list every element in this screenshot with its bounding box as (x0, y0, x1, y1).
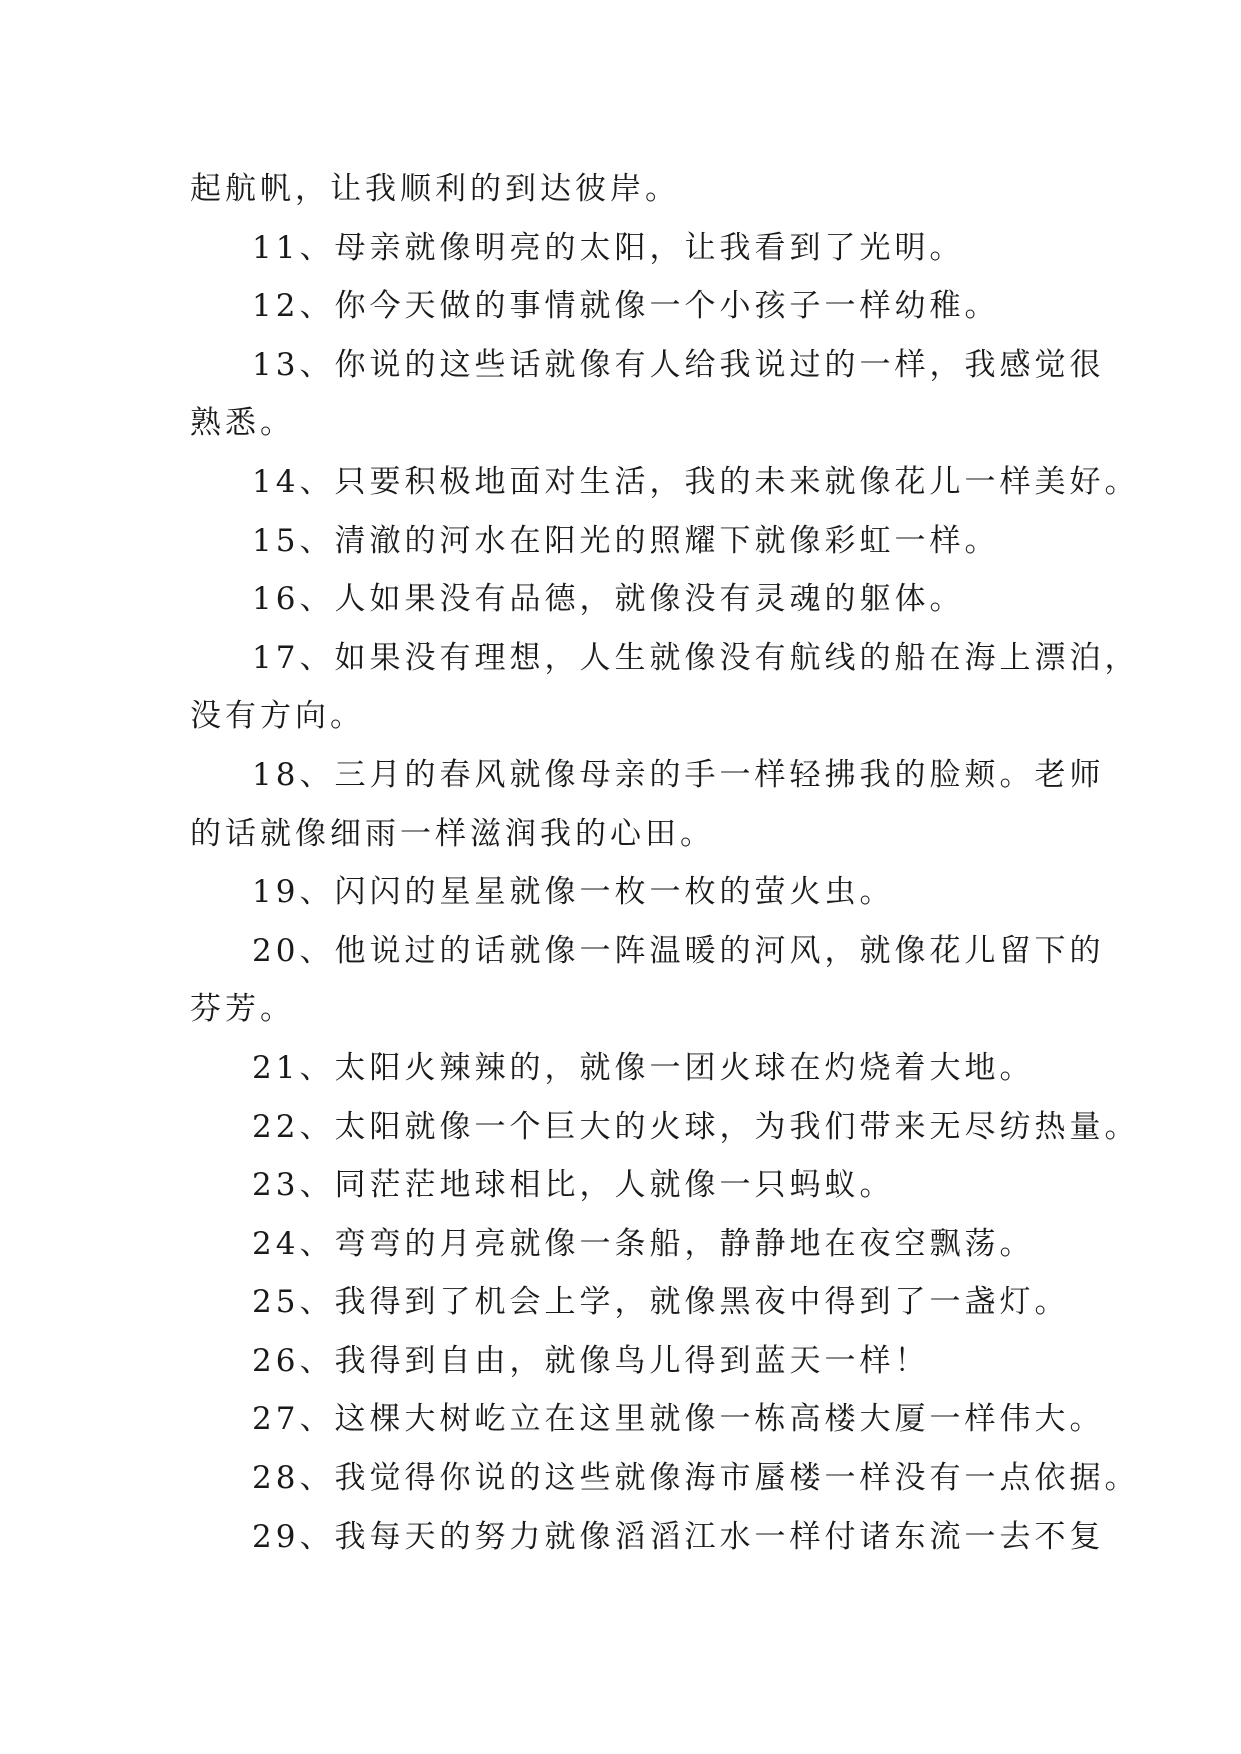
text-line: 21、太阳火辣辣的，就像一团火球在灼烧着大地。 (252, 1049, 1035, 1086)
text-line: 16、人如果没有品德，就像没有灵魂的躯体。 (252, 581, 965, 618)
text-line: 13、你说的这些话就像有人给我说过的一样，我感觉很 (252, 346, 1105, 383)
text-line: 22、太阳就像一个巨大的火球，为我们带来无尽纺热量。 (252, 1108, 1140, 1145)
text-line: 15、清澈的河水在阳光的照耀下就像彩虹一样。 (252, 522, 1000, 559)
text-line: 14、只要积极地面对生活，我的未来就像花儿一样美好。 (252, 463, 1140, 500)
text-line: 18、三月的春风就像母亲的手一样轻拂我的脸颊。老师 (252, 756, 1105, 793)
text-line: 熟悉。 (190, 405, 295, 442)
text-line: 25、我得到了机会上学，就像黑夜中得到了一盏灯。 (252, 1284, 1070, 1321)
text-line: 11、母亲就像明亮的太阳，让我看到了光明。 (252, 229, 965, 266)
text-line: 29、我每天的努力就像滔滔江水一样付诸东流一去不复 (252, 1518, 1105, 1555)
text-line: 起航帆，让我顺利的到达彼岸。 (190, 171, 680, 207)
text-line: 23、同茫茫地球相比，人就像一只蚂蚁。 (252, 1167, 895, 1204)
text-line: 27、这棵大树屹立在这里就像一栋高楼大厦一样伟大。 (252, 1401, 1105, 1438)
text-line: 24、弯弯的月亮就像一条船，静静地在夜空飘荡。 (252, 1225, 1035, 1262)
text-line: 28、我觉得你说的这些就像海市蜃楼一样没有一点依据。 (252, 1460, 1140, 1497)
document-body (190, 160, 1140, 1566)
text-line: 26、我得到自由，就像鸟儿得到蓝天一样！ (252, 1342, 930, 1379)
text-line: 芬芳。 (190, 991, 295, 1028)
text-line: 19、闪闪的星星就像一枚一枚的萤火虫。 (252, 874, 895, 911)
text-line: 的话就像细雨一样滋润我的心田。 (190, 815, 715, 852)
text-line: 没有方向。 (190, 698, 365, 735)
text-line: 12、你今天做的事情就像一个小孩子一样幼稚。 (252, 288, 1000, 325)
text-line: 20、他说过的话就像一阵温暖的河风，就像花儿留下的 (252, 932, 1105, 969)
text-line: 17、如果没有理想，人生就像没有航线的船在海上漂泊， (252, 639, 1140, 676)
